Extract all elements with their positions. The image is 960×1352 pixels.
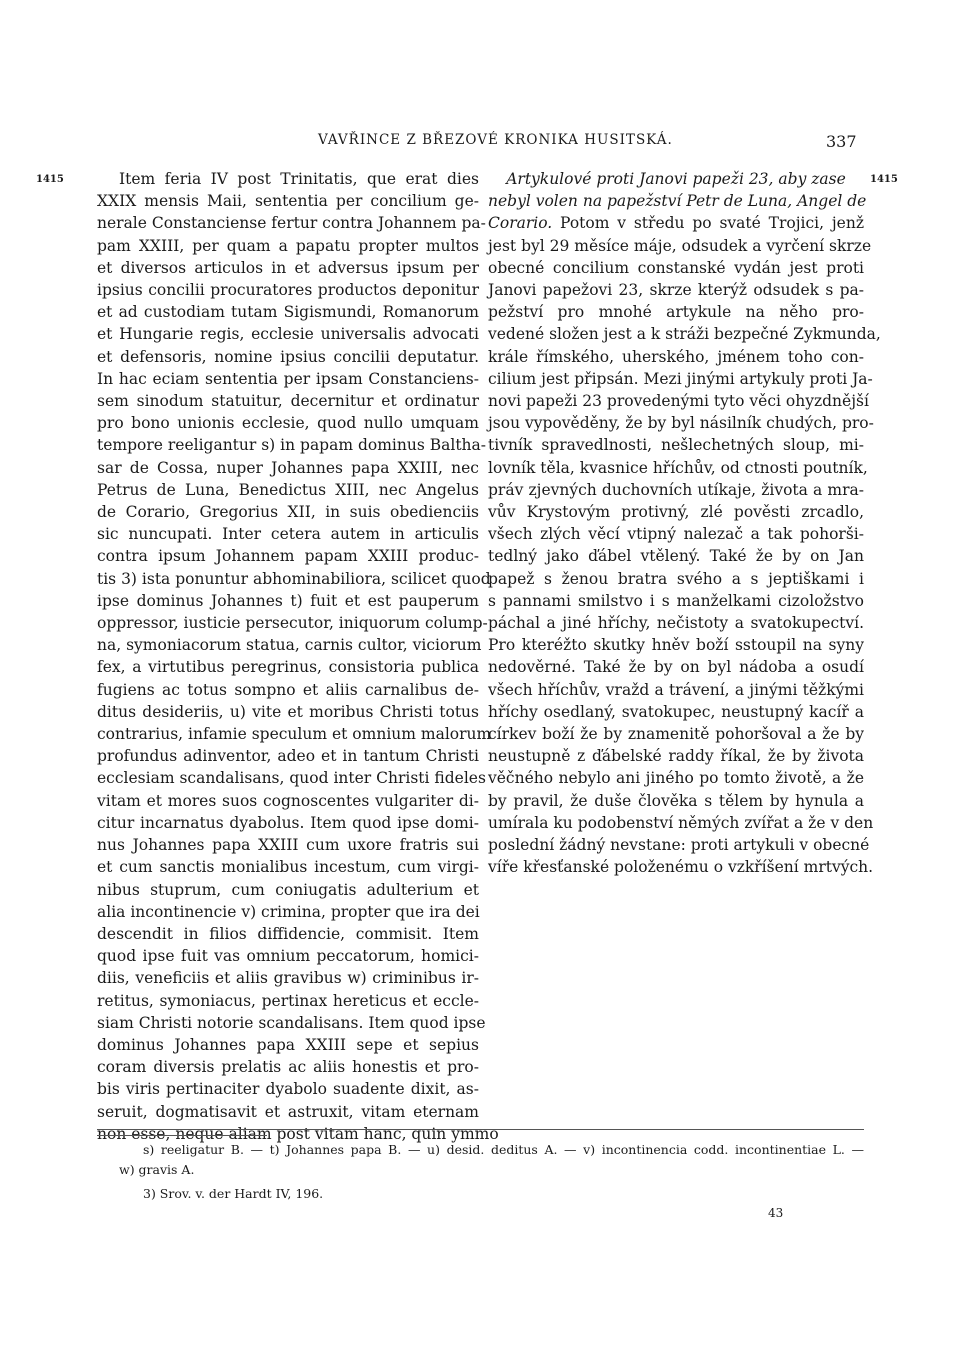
text-line: všech zlých věcí vtipný nalezač a tak pohorši- [488, 525, 864, 544]
text-line: dominus Johannes papa XXIII sepe et sepius [97, 1035, 479, 1054]
text-line: papež s ženou bratra svého a s jeptiškami i [488, 569, 864, 588]
text-line: práv zjevných duchovních utíkaje, života a mra- [488, 480, 864, 499]
text-line: contra ipsum Johannem papam XXIII produc- [97, 547, 479, 566]
text-line: s pannami smilstvo i s manželkami cizoložstvo [488, 591, 864, 610]
text-line: sic nuncupati. Inter cetera autem in articulis [97, 525, 479, 544]
text-line: sar de Cossa, nuper Johannes papa XXIII, nec [97, 458, 479, 477]
text-line: tivník spravedlnosti, nešlechetných sloup, mi- [488, 436, 864, 455]
text-line: profundus adinventor, adeo et in tantum Christi [97, 747, 479, 766]
text-line: cilium jest připsán. Mezi jinými artykuly proti Ja- [488, 369, 873, 388]
text-line: et cum sanctis monialibus incestum, cum virgi- [97, 858, 479, 877]
text-line: tis 3) ista ponuntur abhominabiliora, scilicet quod [97, 569, 491, 588]
text-line: všech hříchův, vražd a trávení, a jinými těžkými [488, 680, 864, 699]
text-line: vitam et mores suos cognoscentes vulgariter di- [97, 791, 479, 810]
footnote-line: w) gravis A. [119, 1162, 195, 1177]
text-line: ditus desideriis, u) vite et moribus Christi totus [97, 702, 479, 721]
text-line: Item feria IV post Trinitatis, que erat dies [119, 170, 479, 188]
text-line: In hac eciam sententia per ipsam Constanciens- [97, 369, 479, 388]
text-line: et ad custodiam tutam Sigismundi, Romanorum [97, 303, 479, 322]
text-line: quod ipse fuit vas omnium peccatorum, homici- [97, 947, 479, 966]
footnote-rule-short [97, 1135, 267, 1136]
text-line: non esse, neque aliam post vitam hanc, quin ymmo [97, 1124, 499, 1143]
text-line: retitus, symoniacus, pertinax hereticus et eccle- [97, 991, 479, 1010]
text-line: Petrus de Luna, Benedictus XIII, nec Angelus [97, 480, 479, 499]
text-line: oppressor, iusticie persecutor, iniquorum colump- [97, 614, 488, 633]
signature-number: 43 [768, 1206, 784, 1220]
footnote-line: s) reeligatur B. — t) Johannes papa B. — u) desid. deditus A. — v) incontinencia codd. incontinentiae L. — [143, 1142, 864, 1157]
czech-heading-end: Corario. [488, 214, 553, 233]
text-line: alia incontinencie v) crimina, propter que ira dei [97, 902, 480, 921]
text-line: by pravil, že duše člověka s tělem by hynula a [488, 791, 864, 810]
text-line: ipsius concilii procuratores productos deponitur [97, 281, 479, 300]
text-line: jsou vypověděny, že by byl násilník chudých, pro- [488, 414, 874, 433]
text-line: tempore reeligantur s) in papam dominus Baltha- [97, 436, 487, 455]
footnotes-variants [97, 1140, 864, 1180]
text-line: nibus stuprum, cum coniugatis adulterium et [97, 880, 479, 899]
czech-column [488, 168, 881, 879]
text-line: Pro kteréžto skutky hněv boží sstoupil na syny [488, 636, 864, 655]
running-title: VAVŘINCE Z BŘEZOVÉ KRONIKA HUSITSKÁ. [318, 132, 673, 148]
latin-column [97, 168, 499, 1145]
text-line: vedené složen jest a k stráži bezpečné Zykmunda, [488, 325, 881, 344]
text-line: krále římského, uherského, jménem toho con- [488, 347, 864, 366]
text-line: nerale Constanciense fertur contra Johannem pa- [97, 214, 486, 233]
text-line: contrarius, infamie speculum et omnium malorum [97, 725, 492, 744]
text-line: et Hungarie regis, ecclesie universalis advocati [97, 325, 479, 344]
text-line: obecné concilium constanské vydán jest proti [488, 258, 864, 277]
footnote-line: 3) Srov. v. der Hardt IV, 196. [143, 1186, 324, 1201]
text-line: seruit, dogmatisavit et astruxit, vitam eternam [97, 1102, 479, 1121]
text-line: Janovi papežovi 23, skrze kterýž odsudek s pa- [488, 281, 864, 300]
czech-first-line-text: Potom v středu po svaté Trojici, jenž [560, 214, 864, 233]
footnote-3 [97, 1184, 864, 1204]
text-line: ecclesiam scandalisans, quod inter Christi fideles [97, 769, 486, 788]
czech-heading-line: nebyl volen na papežství Petr de Luna, Angel de [488, 192, 867, 211]
text-line: hříchy osedlaný, svatokupec, neustupný kacíř a [488, 702, 864, 721]
text-line: poslední žádný nevstane: proti artykuli v obecné [488, 836, 870, 855]
text-line: et defensoris, nomine ipsius concilii deputatur. [97, 347, 479, 366]
text-line: coram diversis prelatis ac aliis honestis et pro- [97, 1058, 479, 1077]
text-line: na, symoniacorum statua, carnis cultor, viciorum [97, 636, 482, 655]
text-line: ipse dominus Johannes t) fuit et est pauperum [97, 591, 479, 610]
text-line: descendit in filios diffidencie, commisit. Item [97, 924, 479, 943]
text-line: jest byl 29 měsíce máje, odsudek a vyrčení skrze [488, 236, 872, 255]
text-line: XXIX mensis Maii, sententia per concilium ge- [97, 192, 479, 211]
text-line: pam XXIII, per quam a papatu propter multos [97, 236, 479, 255]
text-line: pežství pro mnohé artykule na něho pro- [488, 303, 864, 322]
text-line: sem sinodum statuitur, decernitur et ordinatur [97, 392, 479, 411]
text-line: vův Krystovým protivný, zlé pověsti zrcadlo, [488, 503, 864, 522]
text-line: novi papeži 23 provedenými tyto věci ohyzdnější [488, 392, 869, 411]
text-line: citur incarnatus dyabolus. Item quod ipse domi- [97, 813, 479, 832]
page-number: 337 [826, 132, 857, 151]
text-line: církev boží že by znamenitě pohoršoval a že by [488, 725, 864, 744]
text-line: nus Johannes papa XXIII cum uxore fratris sui [97, 836, 479, 855]
text-line: umírala ku podobenství němých zvířat a že v den [488, 813, 874, 832]
text-line: tedlný jako ďábel vtělený. Také že by on Jan [488, 547, 864, 566]
czech-first-line [488, 212, 864, 234]
text-line: neustupně z ďábelské raddy říkal, že by života [488, 747, 864, 766]
footnote-rule [97, 1129, 864, 1130]
running-head [0, 132, 960, 156]
text-line: nedověrné. Také že by on byl nádoba a osudí [488, 658, 864, 677]
text-line: diis, veneficiis et aliis gravibus w) criminibus ir- [97, 969, 479, 988]
text-line: bis viris pertinaciter dyabolo suadente dixit, as- [97, 1080, 479, 1099]
text-line: věčného nebylo ani jiného po tomto životě, a že [488, 769, 864, 788]
text-line: siam Christi notorie scandalisans. Item quod ipse [97, 1013, 486, 1032]
text-line: víře křesťanské položenému o vzkříšení mrtvých. [488, 858, 874, 877]
text-line: lovník těla, kvasnice hříchův, od ctnosti poutník, [488, 458, 868, 477]
text-line: pro bono unionis ecclesie, quod nullo umquam [97, 414, 479, 433]
text-line: fex, a virtutibus peregrinus, consistoria publica [97, 658, 479, 677]
text-line: páchal a jiné hříchy, nečistoty a svatokupectví. [488, 614, 864, 633]
czech-body [488, 235, 881, 879]
text-line: de Corario, Gregorius XII, in suis obedienciis [97, 503, 479, 522]
text-line: fugiens ac totus sompno et aliis carnalibus de- [97, 680, 479, 699]
czech-heading-line: Artykulové proti Janovi papeži 23, aby zase [506, 170, 846, 188]
margin-year-left: 1415 [36, 174, 64, 185]
margin-year-right: 1415 [870, 174, 898, 185]
text-line: et diversos articulos in et adversus ipsum per [97, 258, 479, 277]
